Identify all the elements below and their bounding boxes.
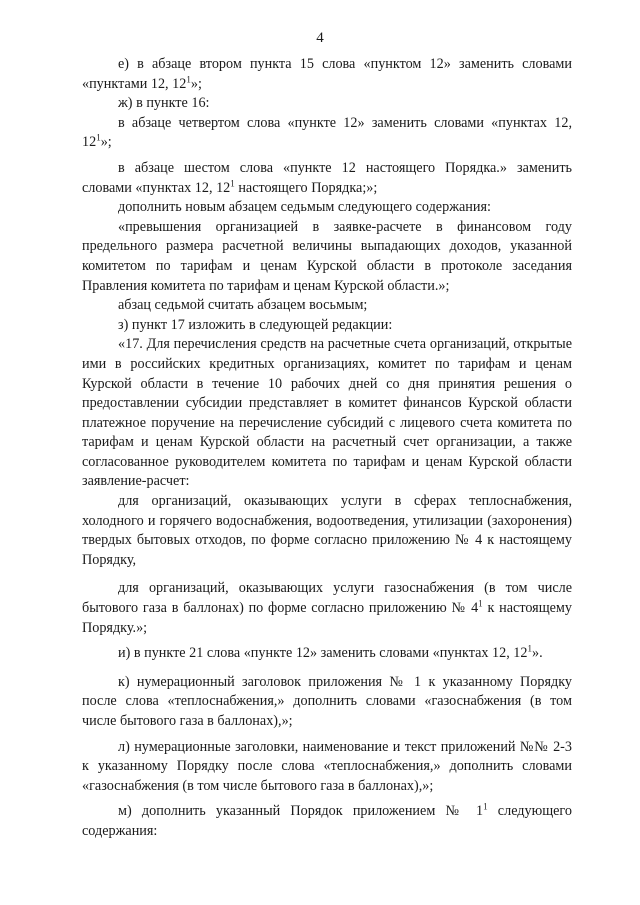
paragraph-abzac-renumber: абзац седьмой считать абзацем восьмым; — [118, 297, 368, 314]
paragraph-m: м) дополнить указанный Порядок приложением № $1^1$ следующего содержания: — [82, 801, 572, 839]
paragraph-abzac-6: в абзаце шестом слова «пункте 12 настоящего Порядка.» заменить словами «пунктах 12, $12^1$ настоящего Порядка;»; — [82, 159, 572, 196]
paragraph-z: з) пункт 17 изложить в следующей редакции: — [118, 316, 393, 333]
paragraph-heat-water: для организаций, оказывающих услуги в сферах теплоснабжения, холодного и горячего водоснабжения, водоотведения, утилизации (захоронения) твердых бытовых отходов, по форме согласно приложению № 4 к настоящему Порядку, — [82, 493, 572, 568]
paragraph-gas: для организаций, оказывающих услуги газоснабжения (в том числе бытового газа в баллонах) по форме согласно приложению № $4^1$ к настоящему Порядку.»; — [82, 580, 572, 636]
paragraph-e: е) в абзаце втором пункта 15 слова «пунктом 12» заменить словами «пунктами 12, $12^1$»; — [82, 56, 572, 92]
paragraph-quote-exceeding: «превышения организацией в заявке-расчете в финансовом году предельного размера расчетной величины выпадающих доходов, указанной комитетом по тарифам и ценам Курской области в протоколе заседания Правления комитета по тарифам и ценам Курской области.»; — [82, 218, 572, 294]
paragraph-punkt-17: «17. Для перечисления средств на расчетные счета организаций, открытые ими в российских кредитных организациях, комитет по тарифам и ценам Курской области в течение 10 рабочих дней со дня принятия решения о предоставлении субсидии представляет в комитет финансов Курской области платежное поручение на перечисление субсидий с лицевого счета комитета по тарифам и ценам Курской области на расчетный счет организации, а также согласованное руководителем комитета по тарифам и ценам Курской области заявление-расчет: — [82, 336, 572, 490]
page-number: 4 — [316, 30, 324, 46]
paragraph-l: л) нумерационные заголовки, наименование и текст приложений №№ 2-3 к указанному Порядку после слова «теплоснабжения,» дополнить словами «газоснабжения (в том числе бытового газа в баллонах),»; — [82, 738, 572, 794]
paragraph-i: и) в пункте 21 слова «пункте 12» заменить словами «пунктах 12, $12^1$». — [118, 643, 543, 662]
paragraph-new-abzac-7: дополнить новым абзацем седьмым следующего содержания: — [118, 199, 491, 216]
paragraph-k: к) нумерационный заголовок приложения № 1 к указанному Порядку после слова «теплоснабжения,» дополнить словами «газоснабжения (в том числе бытового газа в баллонах),»; — [82, 673, 572, 729]
document-body — [82, 55, 572, 842]
paragraph-zh: ж) в пункте 16: — [118, 95, 210, 112]
paragraph-abzac-4: в абзаце четвертом слова «пункте 12» заменить словами «пунктах 12, $12^1$»; — [82, 114, 572, 151]
